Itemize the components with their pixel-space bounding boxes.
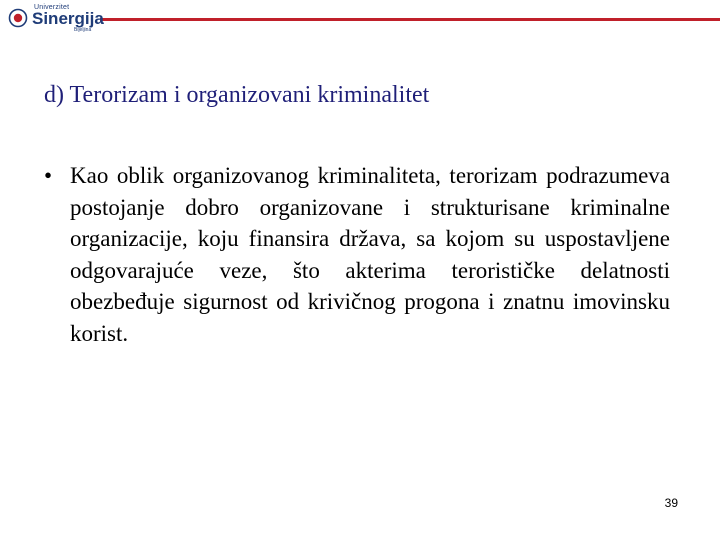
- bullet-text: Kao oblik organizovanog kriminaliteta, terorizam podrazumeva postojanje dobro organizovane i strukturisane kriminalne organizacije, koju finansira država, sa kojom su uspostavljene odgovarajuće veze, što akterima terorističke delatnosti obezbeđuje sigurnost od krivičnog progona i znatnu imovinsku korist.: [70, 163, 670, 346]
- bullet-item: [44, 160, 670, 349]
- logo-emblem-icon: [8, 8, 28, 28]
- university-logo: [8, 4, 104, 34]
- slide-title: d) Terorizam i organizovani kriminalitet: [44, 82, 430, 108]
- header-divider: [100, 18, 720, 21]
- page-number: 39: [664, 496, 678, 510]
- logo-subtitle: Univerzitet: [34, 4, 70, 11]
- logo-city: Bijeljina: [74, 27, 92, 33]
- logo-wordmark: Sinergija: [32, 9, 104, 28]
- bullet-icon: •: [44, 163, 53, 188]
